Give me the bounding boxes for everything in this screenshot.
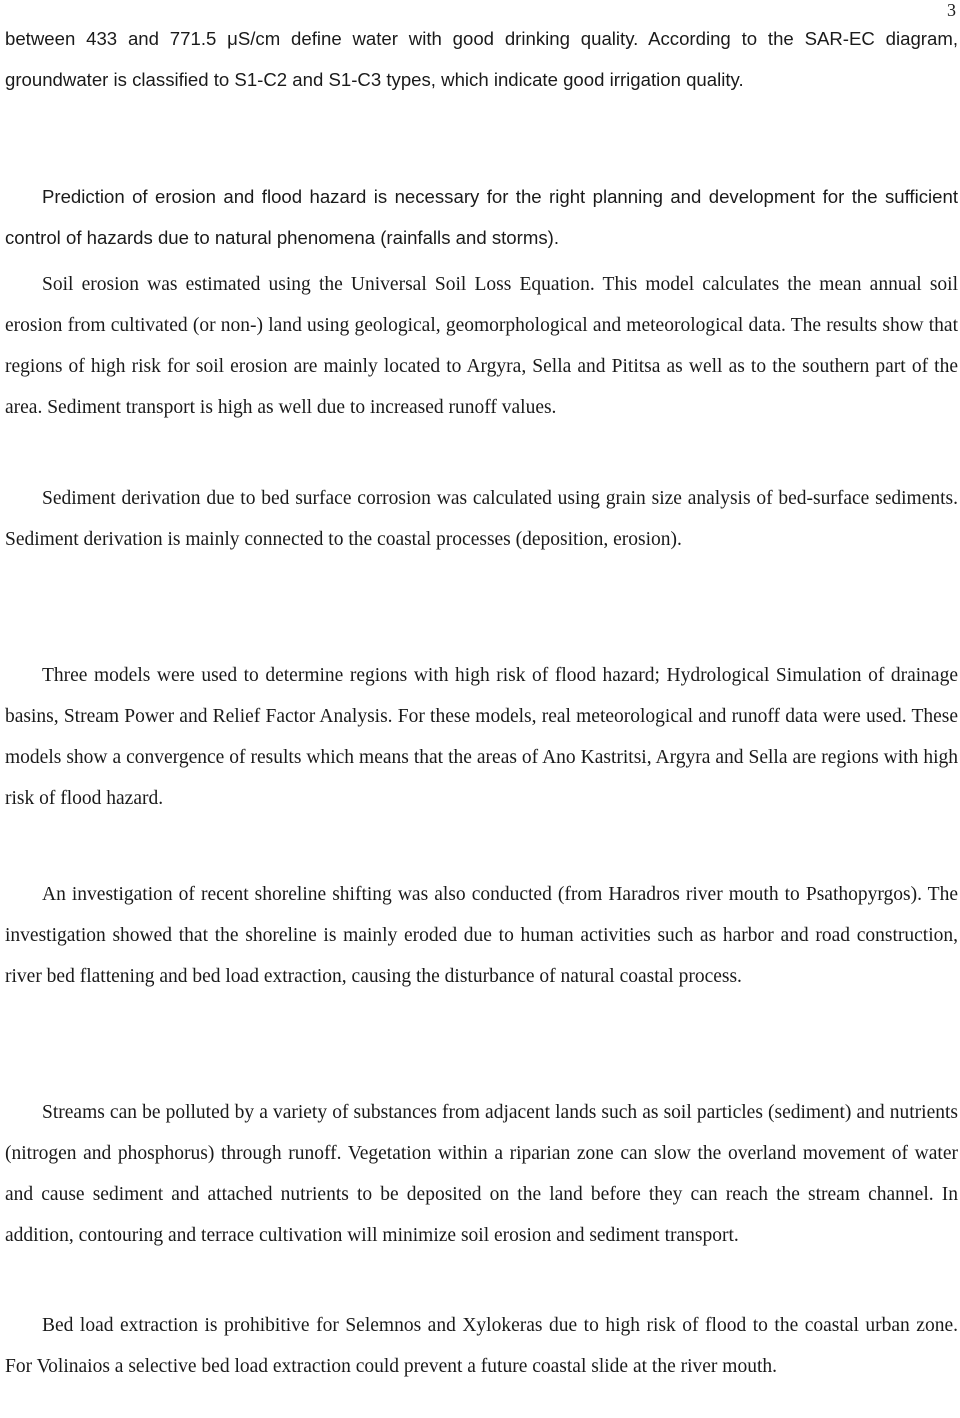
- paragraph-streams-pollution: Streams can be polluted by a variety of substances from adjacent lands such as soil particles (sediment) and nutrients (nitrogen and phosphorus) through runoff. Vegetation within a riparian zone can slow the overland movement of water and cause sediment and attached nutrients to be deposited on the land before they can reach the stream channel. In addition, contouring and terrace cultivation will minimize soil erosion and sediment transport.: [5, 1102, 958, 1246]
- page-number: 3: [947, 0, 956, 20]
- paragraph-sediment-derivation: Sediment derivation due to bed surface corrosion was calculated using grain size analysis of bed-surface sediments. Sediment derivation is mainly connected to the coastal processes (deposition, erosion).: [5, 488, 958, 550]
- paragraph-flood-models: Three models were used to determine regions with high risk of flood hazard; Hydrological Simulation of drainage basins, Stream Power and Relief Factor Analysis. For these models, real meteorological and runoff data were used. These models show a convergence of results which means that the areas of Ano Kastritsi, Argyra and Sella are regions with high risk of flood hazard.: [5, 665, 958, 809]
- paragraph-prediction: Prediction of erosion and flood hazard is necessary for the right planning and development for the sufficient control of hazards due to natural phenomena (rainfalls and storms).: [5, 186, 958, 248]
- paragraph-drinking-quality: between 433 and 771.5 μS/cm define water with good drinking quality. According to the SAR-EC diagram, groundwater is classified to S1-C2 and S1-C3 types, which indicate good irrigation quality.: [5, 28, 958, 90]
- paragraph-shoreline: An investigation of recent shoreline shifting was also conducted (from Haradros river mouth to Psathopyrgos). The investigation showed that the shoreline is mainly eroded due to human activities such as harbor and road construction, river bed flattening and bed load extraction, causing the disturbance of natural coastal process.: [5, 884, 958, 987]
- paragraph-soil-erosion: Soil erosion was estimated using the Universal Soil Loss Equation. This model calculates the mean annual soil erosion from cultivated (or non-) land using geological, geomorphological and meteorological data. The results show that regions of high risk for soil erosion are mainly located to Argyra, Sella and Pititsa as well as to the southern part of the area. Sediment transport is high as well due to increased runoff values.: [5, 274, 958, 418]
- paragraph-bed-load: Bed load extraction is prohibitive for Selemnos and Xylokeras due to high risk of flood to the coastal urban zone. For Volinaios a selective bed load extraction could prevent a future coastal slide at the river mouth.: [5, 1315, 958, 1377]
